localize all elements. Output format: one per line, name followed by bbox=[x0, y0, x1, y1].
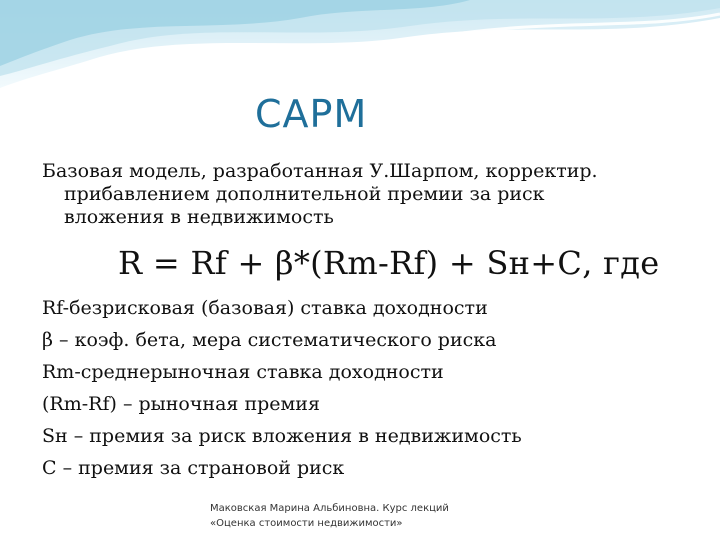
intro-paragraph bbox=[42, 160, 682, 229]
definition-beta: β – коэф. бета, мера систематического риска bbox=[42, 329, 497, 351]
definition-rf: Rf-безрисковая (базовая) ставка доходности bbox=[42, 297, 488, 319]
definition-rm: Rm-среднерыночная ставка доходности bbox=[42, 361, 444, 383]
intro-continuation: прибавлением дополнительной премии за риск вложения в недвижимость bbox=[64, 183, 545, 228]
definition-market-premium: (Rm-Rf) – рыночная премия bbox=[42, 393, 320, 415]
capm-formula: R = Rf + β*(Rm-Rf) + Sн+С, где bbox=[118, 244, 660, 282]
slide-title: CAPM bbox=[255, 92, 368, 136]
footer-line-1: Маковская Марина Альбиновна. Курс лекций bbox=[210, 503, 449, 514]
definition-c: С – премия за страновой риск bbox=[42, 457, 345, 479]
footer-credit bbox=[210, 501, 449, 531]
intro-line-1: Базовая модель, разработанная У.Шарпом, корректир. bbox=[42, 160, 598, 182]
footer-line-2: «Оценка стоимости недвижимости» bbox=[210, 518, 403, 529]
definitions-list bbox=[42, 292, 522, 484]
definition-sn: Sн – премия за риск вложения в недвижимость bbox=[42, 425, 522, 447]
